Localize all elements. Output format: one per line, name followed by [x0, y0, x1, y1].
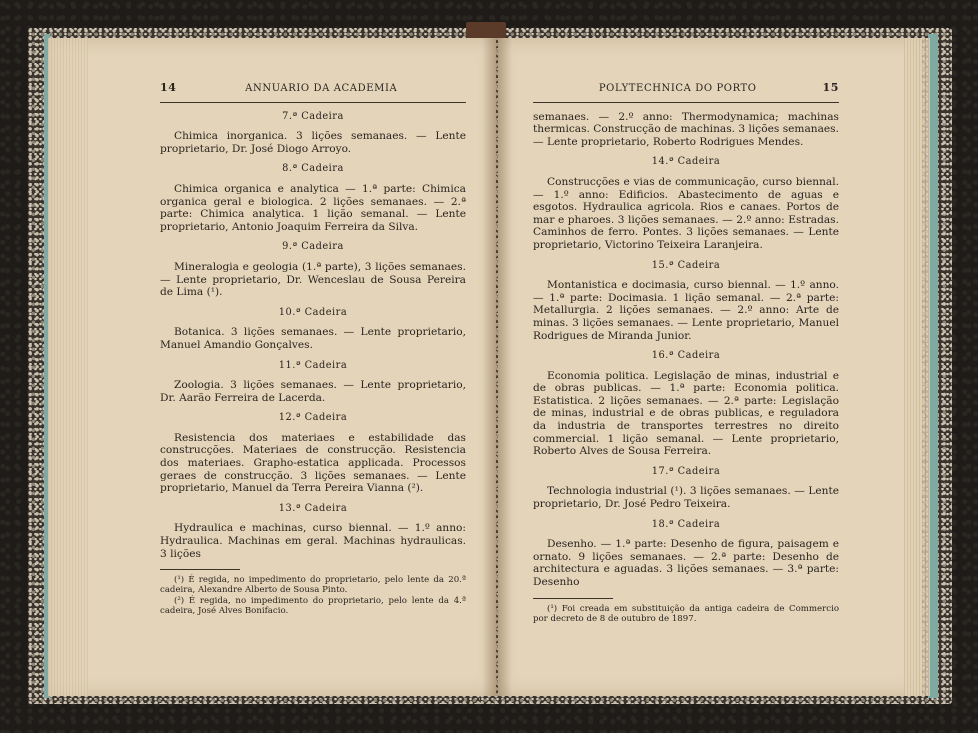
- section: [160, 412, 466, 495]
- section: [533, 466, 839, 511]
- continuation-text: semanaes. — 2.º anno: Thermodynamica; machinas thermicas. Construcção de machinas. 3 lições semanaes. — Lente proprietario, Roberto Rodrigues Mendes.: [533, 110, 839, 148]
- section-heading: 18.ª Cadeira: [651, 518, 721, 530]
- footnote-rule: [533, 598, 613, 599]
- section-heading: 9.ª Cadeira: [282, 241, 344, 253]
- page-number: 15: [822, 81, 839, 94]
- section-text: Hydraulica e machinas, curso biennal. — 1.º anno: Hydraulica. Machinas em geral. Machinas hydraulicas. 3 lições: [160, 522, 466, 560]
- section-heading: 8.ª Cadeira: [282, 163, 344, 175]
- spine-top: [466, 22, 506, 38]
- section-text: Zoologia. 3 lições semanaes. — Lente proprietario, Dr. Aarão Ferreira de Lacerda.: [160, 379, 466, 404]
- footnote: (²) É regida, no impedimento do proprietario, pelo lente da 4.ª cadeira, José Alves Bonifacio.: [160, 595, 466, 616]
- gutter-shadow: [482, 38, 512, 696]
- footnote: (¹) Foi creada em substituição da antiga cadeira de Commercio por decreto de 8 de outubro de 1897.: [533, 603, 839, 624]
- section-text: Technologia industrial (¹). 3 lições semanaes. — Lente proprietario, Dr. José Pedro Teixeira.: [533, 485, 839, 511]
- section-text: Mineralogia e geologia (1.ª parte), 3 lições semanaes. — Lente proprietario, Dr. Wenceslau de Sousa Pereira de Lima (¹).: [160, 260, 466, 299]
- section-heading: 15.ª Cadeira: [651, 259, 721, 271]
- section-heading: 17.ª Cadeira: [651, 465, 721, 477]
- section: [160, 503, 466, 560]
- footnote: (¹) É regida, no impedimento do proprietario, pelo lente da 20.ª cadeira, Alexandre Alberto de Sousa Pinto.: [160, 575, 466, 596]
- section-heading: 12.ª Cadeira: [278, 412, 348, 424]
- section: [160, 241, 466, 298]
- footnote-rule: [160, 569, 240, 570]
- section: [160, 111, 466, 156]
- left-page-edges: [48, 38, 88, 696]
- left-page-text: [160, 82, 466, 616]
- section: [160, 163, 466, 233]
- section-text: Resistencia dos materiaes e estabilidade das construcções. Materiaes de construcção. Resistencia dos materiaes. Grapho-estatica applicada. Processos geraes de construcção. 3 lições semanaes. — Lente proprietario, Manuel da Terra Pereira Vianna (²).: [160, 431, 466, 495]
- left-running-head: [160, 82, 466, 103]
- section-text: Construcções e vias de communicação, curso biennal. — 1.º anno: Edificios. Abastecimento de aguas e esgotos. Hydraulica agricola. Rios e canaes. Portos de mar e pharoes. 3 lições semanaes. — 2.º anno: Estradas. Caminhos de ferro. Pontes. 3 lições semanaes. — Lente proprietario, Victorino Teixeira Laranjeira.: [533, 175, 839, 251]
- running-title: POLYTECHNICA DO PORTO: [598, 83, 757, 94]
- section-heading: 10.ª Cadeira: [278, 306, 348, 318]
- section: [533, 260, 839, 343]
- section-text: Economia politica. Legislação de minas, industrial e de obras publicas. — 1.ª parte: Economia politica. Estatistica. 2 lições semanaes. — 2.ª parte: Legislação de minas, industrial e de obras publicas, e reguladora da industria de transportes terrestres no direito commercial. 1 lição semanal. — Lente proprietario, Roberto Alves de Sousa Ferreira.: [533, 369, 839, 458]
- section: [533, 156, 839, 251]
- section-heading: 13.ª Cadeira: [278, 502, 348, 514]
- section-text: Chimica inorganica. 3 lições semanaes. — Lente proprietario, Dr. José Diogo Arroyo.: [160, 130, 466, 155]
- right-running-head: [533, 82, 839, 103]
- section-text: Botanica. 3 lições semanaes. — Lente proprietario, Manuel Amandio Gonçalves.: [160, 326, 466, 351]
- running-title: ANNUARIO DA ACADEMIA: [245, 83, 398, 94]
- right-page-text: [533, 82, 839, 624]
- section: [533, 519, 839, 589]
- section-heading: 14.ª Cadeira: [651, 156, 721, 168]
- section-heading: 7.ª Cadeira: [282, 110, 344, 122]
- section-heading: 16.ª Cadeira: [651, 350, 721, 362]
- section-heading: 11.ª Cadeira: [278, 359, 348, 371]
- section: [160, 360, 466, 405]
- section: [160, 307, 466, 352]
- section-text: Montanistica e docimasia, curso biennal. — 1.º anno. — 1.ª parte: Docimasia. 1 lição semanal. — 2.ª parte: Metallurgia. 2 lições semanaes. — 2.º anno: Arte de minas. 3 lições semanaes. — Lente proprietario, Manuel Rodrigues de Miranda Junior.: [533, 279, 839, 342]
- section-text: Chimica organica e analytica — 1.ª parte: Chimica organica geral e biologica. 2 lições semanaes. — 2.ª parte: Chimica analytica. 1 lição semanal. — Lente proprietario, Antonio Joaquim Ferreira da Silva.: [160, 182, 466, 233]
- right-page-edges: [904, 38, 930, 696]
- section-text: Desenho. — 1.ª parte: Desenho de figura, paisagem e ornato. 9 lições semanaes. — 2.ª parte: Desenho de architectura e aguadas. 3 lições semanaes. — 3.ª parte: Desenho: [533, 538, 839, 588]
- section: [533, 350, 839, 458]
- page-number: 14: [160, 81, 177, 94]
